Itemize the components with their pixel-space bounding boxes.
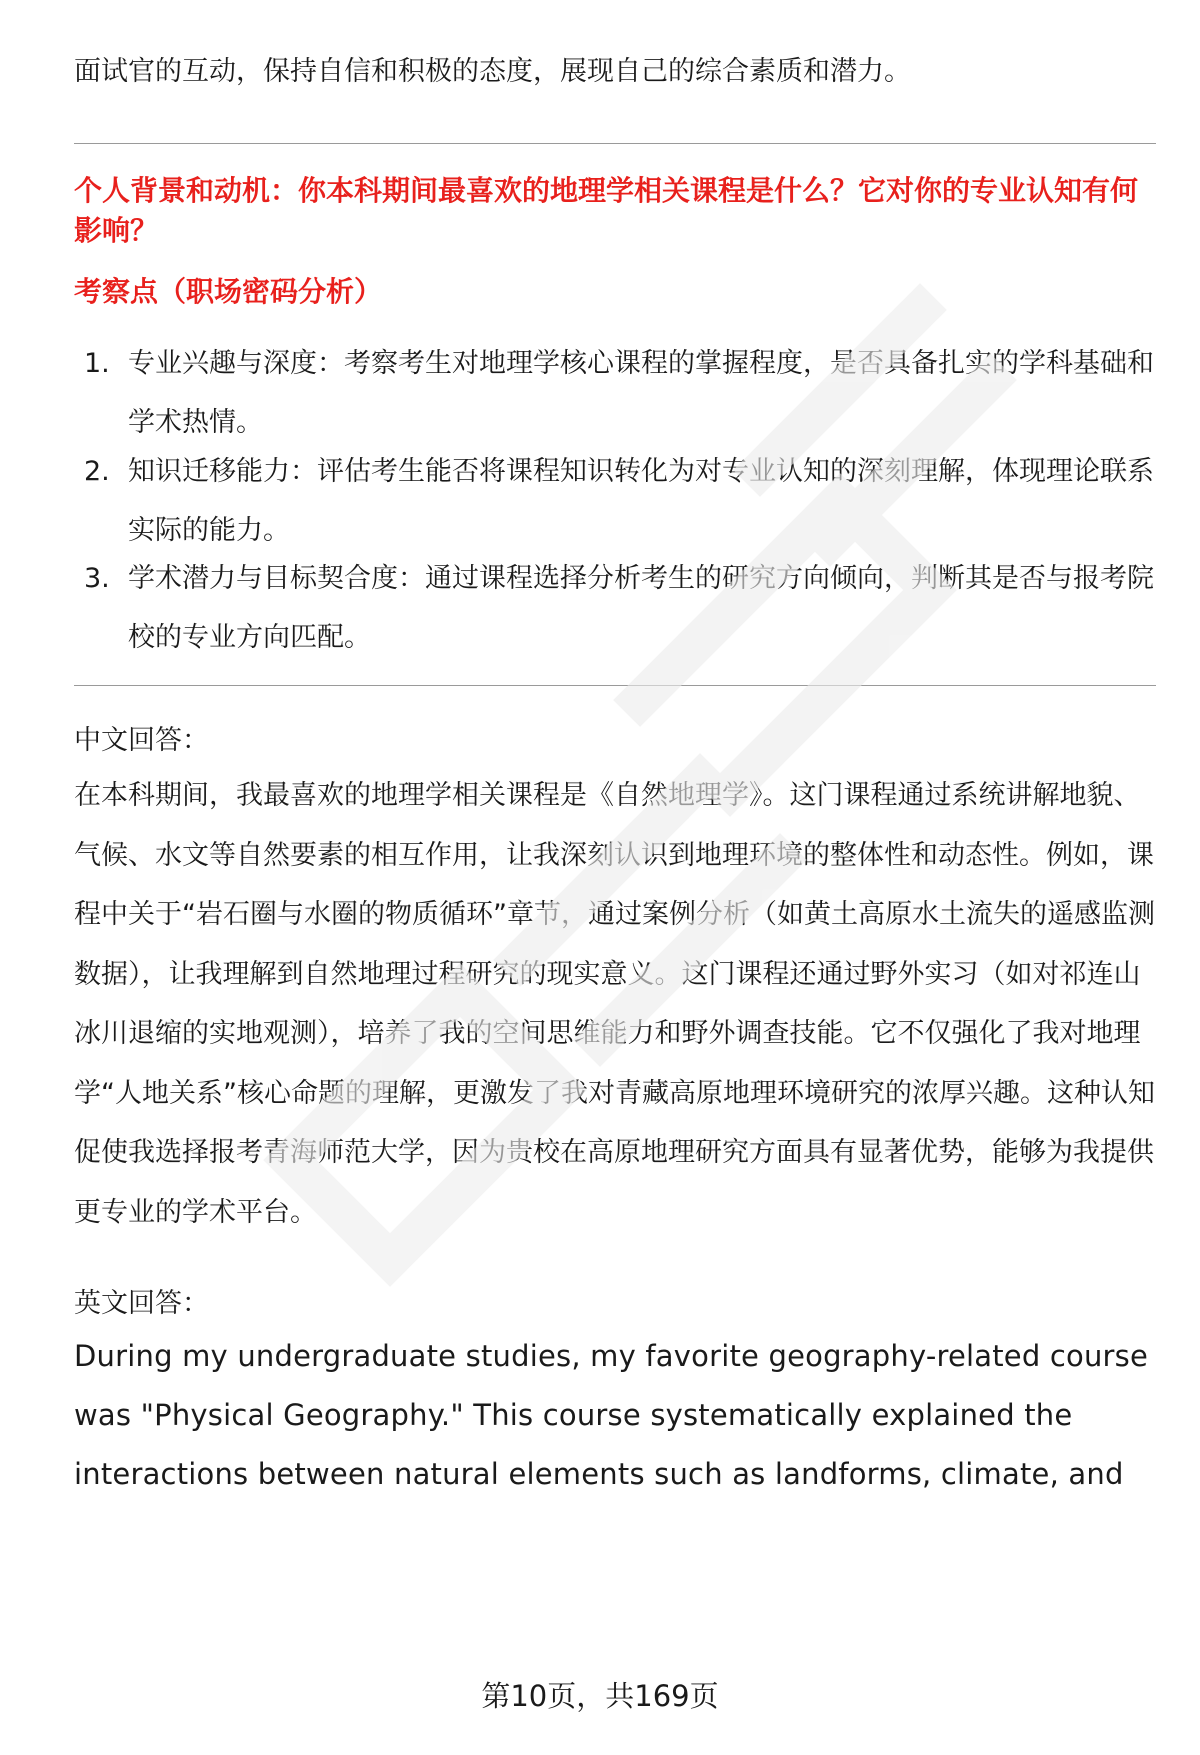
document-page [74,0,1156,1755]
analysis-item-text: 学术潜力与目标契合度：通过课程选择分析考生的研究方向倾向，判断其是否与报考院校的专业方向匹配。 [128,563,1154,653]
english-answer-text: During my undergraduate studies, my favorite geography-related course was "Physical Geography." This course systematically explained the interactions between natural elements such as landforms, climate, and [74,1339,1149,1491]
analysis-item-number: 2. [84,456,110,487]
divider-middle [74,685,1156,686]
divider-top [74,143,1156,144]
analysis-item-number: 1. [84,348,110,379]
chinese-answer-text: 在本科期间，我最喜欢的地理学相关课程是《自然地理学》。这门课程通过系统讲解地貌、气候、水文等自然要素的相互作用，让我深刻认识到地理环境的整体性和动态性。例如，课程中关于“岩石圈与水圈的物质循环”章节，通过案例分析（如黄土高原水土流失的遥感监测数据），让我理解到自然地理过程研究的现实意义。这门课程还通过野外实习（如对祁连山冰川退缩的实地观测），培养了我的空间思维能力和野外调查技能。它不仅强化了我对地理学“人地关系”核心命题的理解，更激发了我对青藏高原地理环境研究的浓厚兴趣。这种认知促使我选择报考青海师范大学，因为贵校在高原地理研究方面具有显著优势，能够为我提供更专业的学术平台。 [74,780,1155,1228]
page-footer: 第10页，共169页 [481,1679,719,1713]
english-answer-label: 英文回答： [74,1288,209,1319]
analysis-item-text: 知识迁移能力：评估考生能否将课程知识转化为对专业认知的深刻理解，体现理论联系实际的能力。 [128,456,1154,546]
analysis-item-text: 专业兴趣与深度：考察考生对地理学核心课程的掌握程度，是否具备扎实的学科基础和学术热情。 [128,348,1154,438]
chinese-answer-label: 中文回答： [74,725,209,756]
question-heading: 个人背景和动机：你本科期间最喜欢的地理学相关课程是什么？它对你的专业认知有何影响？ [74,174,1139,247]
continued-paragraph: 面试官的互动，保持自信和积极的态度，展现自己的综合素质和潜力。 [74,56,911,87]
analysis-item-number: 3. [84,563,110,594]
analysis-title: 考察点（职场密码分析） [74,275,383,308]
